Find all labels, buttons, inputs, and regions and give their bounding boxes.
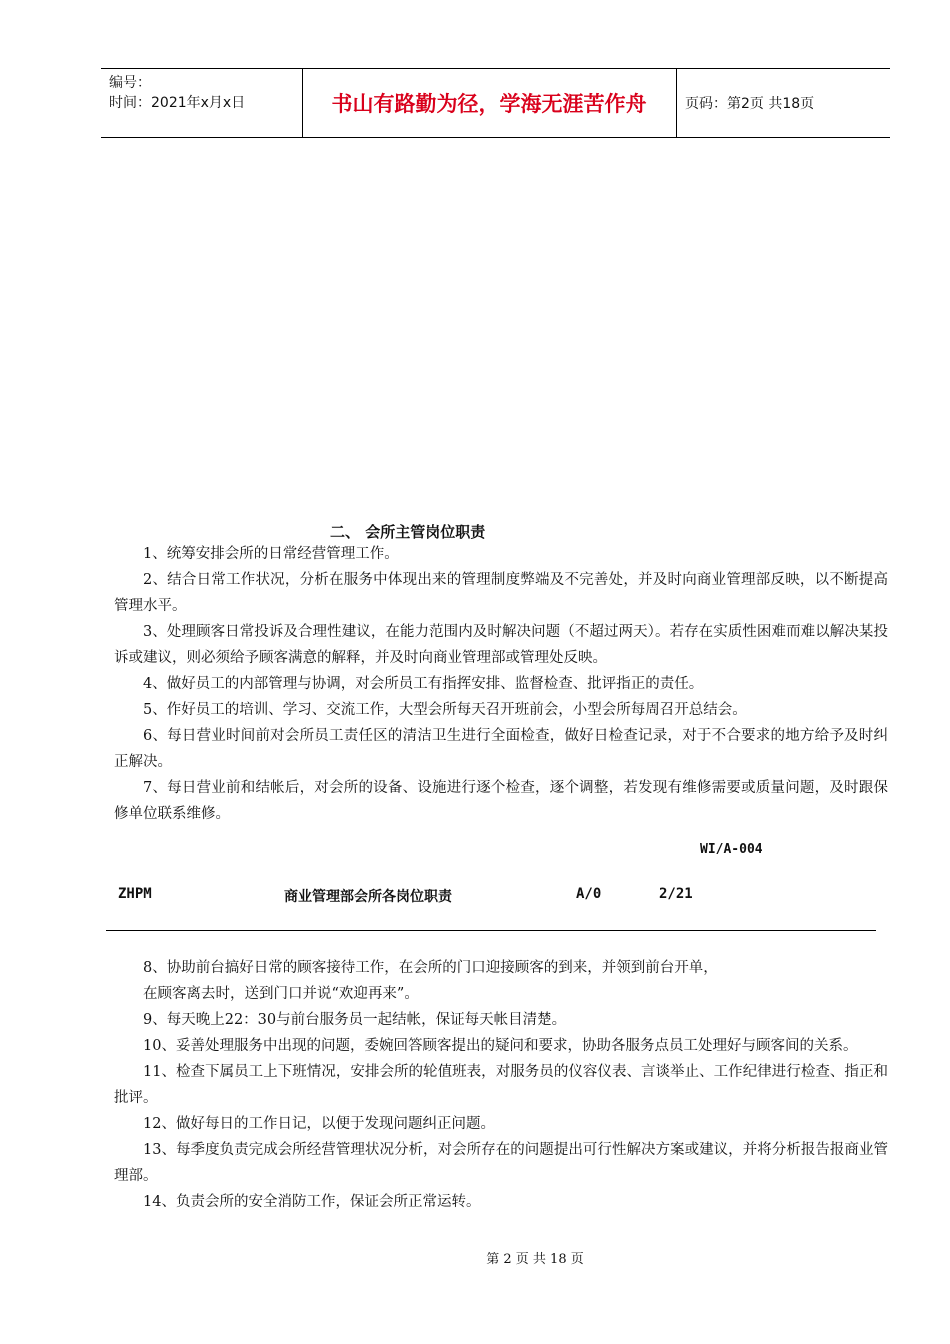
list-item: 5、作好员工的培训、学习、交流工作，大型会所每天召开班前会，小型会所每周召开总结会。 (143, 702, 747, 718)
list-item: 10、妥善处理服务中出现的问题，委婉回答顾客提出的疑问和要求，协助各服务点员工处理好与顾客间的关系。 (143, 1038, 858, 1054)
list-item: 8、协助前台搞好日常的顾客接待工作，在会所的门口迎接顾客的到来，并领到前台开单， (143, 960, 718, 976)
page-footer: 第 2 页 共 18 页 (486, 1252, 584, 1267)
list-item: 11、检查下属员工上下班情况，安排会所的轮值班表，对服务员的仪容仪表、言谈举止、工作纪律进行检查、指正和批评。 (114, 1064, 888, 1106)
doc-page: 2/21 (659, 886, 693, 902)
duties-list-part1 (114, 541, 888, 827)
list-item: 3、处理顾客日常投诉及合理性建议，在能力范围内及时解决问题（不超过两天）。若存在实质性困难而难以解决某投诉或建议，则必须给予顾客满意的解释，并及时向商业管理部或管理处反映。 (114, 624, 888, 666)
header-page-info: 页码：第2页 共18页 (685, 96, 815, 112)
page-header (101, 68, 890, 138)
list-item: 13、每季度负责完成会所经营管理状况分析，对会所存在的问题提出可行性解决方案或建议，并将分析报告报商业管理部。 (114, 1142, 888, 1184)
list-item: 7、每日营业前和结帐后，对会所的设备、设施进行逐个检查，逐个调整，若发现有维修需要或质量问题，及时跟保修单位联系维修。 (114, 780, 888, 822)
list-item: 12、做好每日的工作日记，以便于发现问题纠正问题。 (143, 1116, 495, 1132)
list-item: 9、每天晚上22：30与前台服务员一起结帐，保证每天帐目清楚。 (143, 1012, 567, 1028)
list-item: 1、统筹安排会所的日常经营管理工作。 (143, 546, 399, 562)
header-meta (109, 73, 299, 113)
duties-list-part2 (114, 955, 888, 1215)
list-item-continuation: 在顾客离去时，送到门口并说“欢迎再来”。 (143, 986, 419, 1002)
list-item: 2、结合日常工作状况，分析在服务中体现出来的管理制度弊端及不完善处，并及时向商业管理部反映，以不断提高管理水平。 (114, 572, 888, 614)
doc-title: 商业管理部会所各岗位职责 (284, 889, 452, 905)
list-item: 4、做好员工的内部管理与协调，对会所员工有指挥安排、监督检查、批评指正的责任。 (143, 676, 704, 692)
list-item: 6、每日营业时间前对会所员工责任区的清洁卫生进行全面检查，做好日检查记录，对于不合要求的地方给予及时纠正解决。 (114, 728, 888, 770)
header-divider (676, 69, 677, 137)
time-label: 时间：2021年x月x日 (109, 95, 246, 111)
doc-version: A/0 (576, 886, 602, 902)
document-code: WI/A-004 (700, 842, 763, 857)
number-label: 编号： (109, 75, 151, 91)
divider (106, 930, 876, 931)
header-motto: 书山有路勤为径，学海无涯苦作舟 (331, 92, 647, 116)
doc-company: ZHPM (118, 886, 152, 902)
list-item: 14、负责会所的安全消防工作，保证会所正常运转。 (143, 1194, 481, 1210)
section-title: 二、 会所主管岗位职责 (330, 523, 486, 541)
